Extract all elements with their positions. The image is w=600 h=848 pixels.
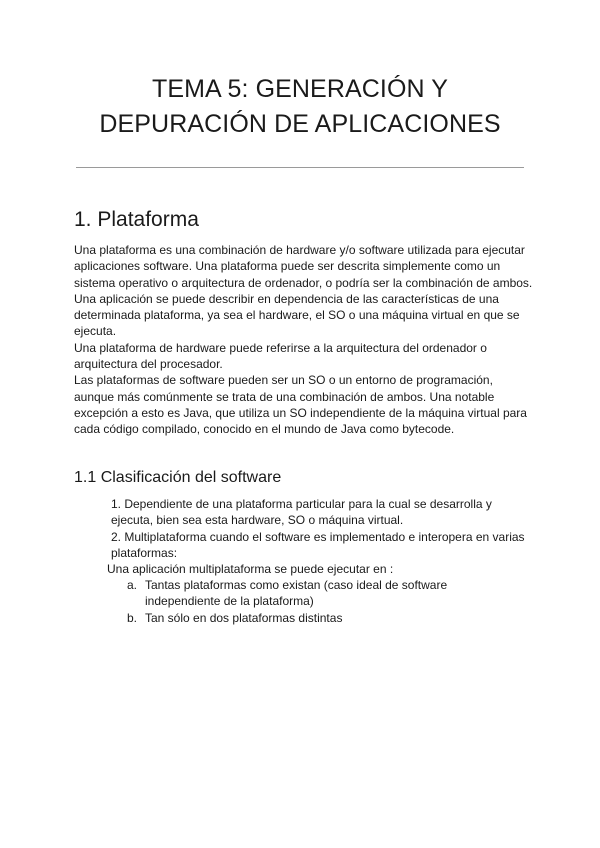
paragraph: Las plataformas de software pueden ser un SO o un entorno de programación, aunque más comúnmente se trata de una combinación de ambos. Una notable excepción a esto es Java, que utiliza un SO independiente de la máquina virtual para cada código compilado, conocido en el mundo de Java como bytecode. (74, 373, 527, 437)
list-marker: a. (127, 578, 138, 592)
list-item: 1. Dependiente de una plataforma particular para la cual se desarrolla y ejecuta, bien sea esta hardware, SO o máquina virtual. (111, 497, 492, 528)
list-item-text: Tantas plataformas como existan (caso ideal de software independiente de la plataforma) (145, 578, 448, 609)
section-heading-plataforma: 1. Plataforma (74, 208, 199, 231)
paragraph: Una plataforma de hardware puede referirse a la arquitectura del ordenador o arquitectura del procesador. (74, 340, 487, 372)
document-title-line-2: DEPURACIÓN DE APLICACIONES (99, 110, 501, 138)
list-marker: b. (127, 610, 138, 625)
list-item (125, 610, 505, 626)
document-title (60, 72, 540, 142)
numbered-list (111, 496, 536, 561)
paragraph: Una aplicación se puede describir en dependencia de las características de una determinada plataforma, ya sea el hardware, el SO o una máquina virtual en que se ejecuta. (74, 291, 520, 339)
document-title-line-1: TEMA 5: GENERACIÓN Y (151, 75, 449, 103)
paragraph: Una plataforma es una combinación de hardware y/o software utilizada para ejecutar aplicaciones software. Una plataforma puede ser descrita simplemente como un sistema operativo o arquitectura de ordenador, o podría ser la combinación de ambos. (74, 243, 533, 290)
multiplatform-intro: Una aplicación multiplataforma se puede ejecutar en : (107, 562, 394, 576)
subsection-heading-clasificacion: 1.1 Clasificación del software (74, 469, 282, 486)
lettered-list (125, 577, 505, 626)
section-body-plataforma (74, 242, 534, 438)
list-item: 2. Multiplataforma cuando el software es implementado e interopera en varias plataformas: (111, 529, 525, 560)
list-item-text: Tan sólo en dos plataformas distintas (145, 610, 343, 625)
list-item (125, 577, 505, 610)
title-divider (76, 167, 524, 168)
